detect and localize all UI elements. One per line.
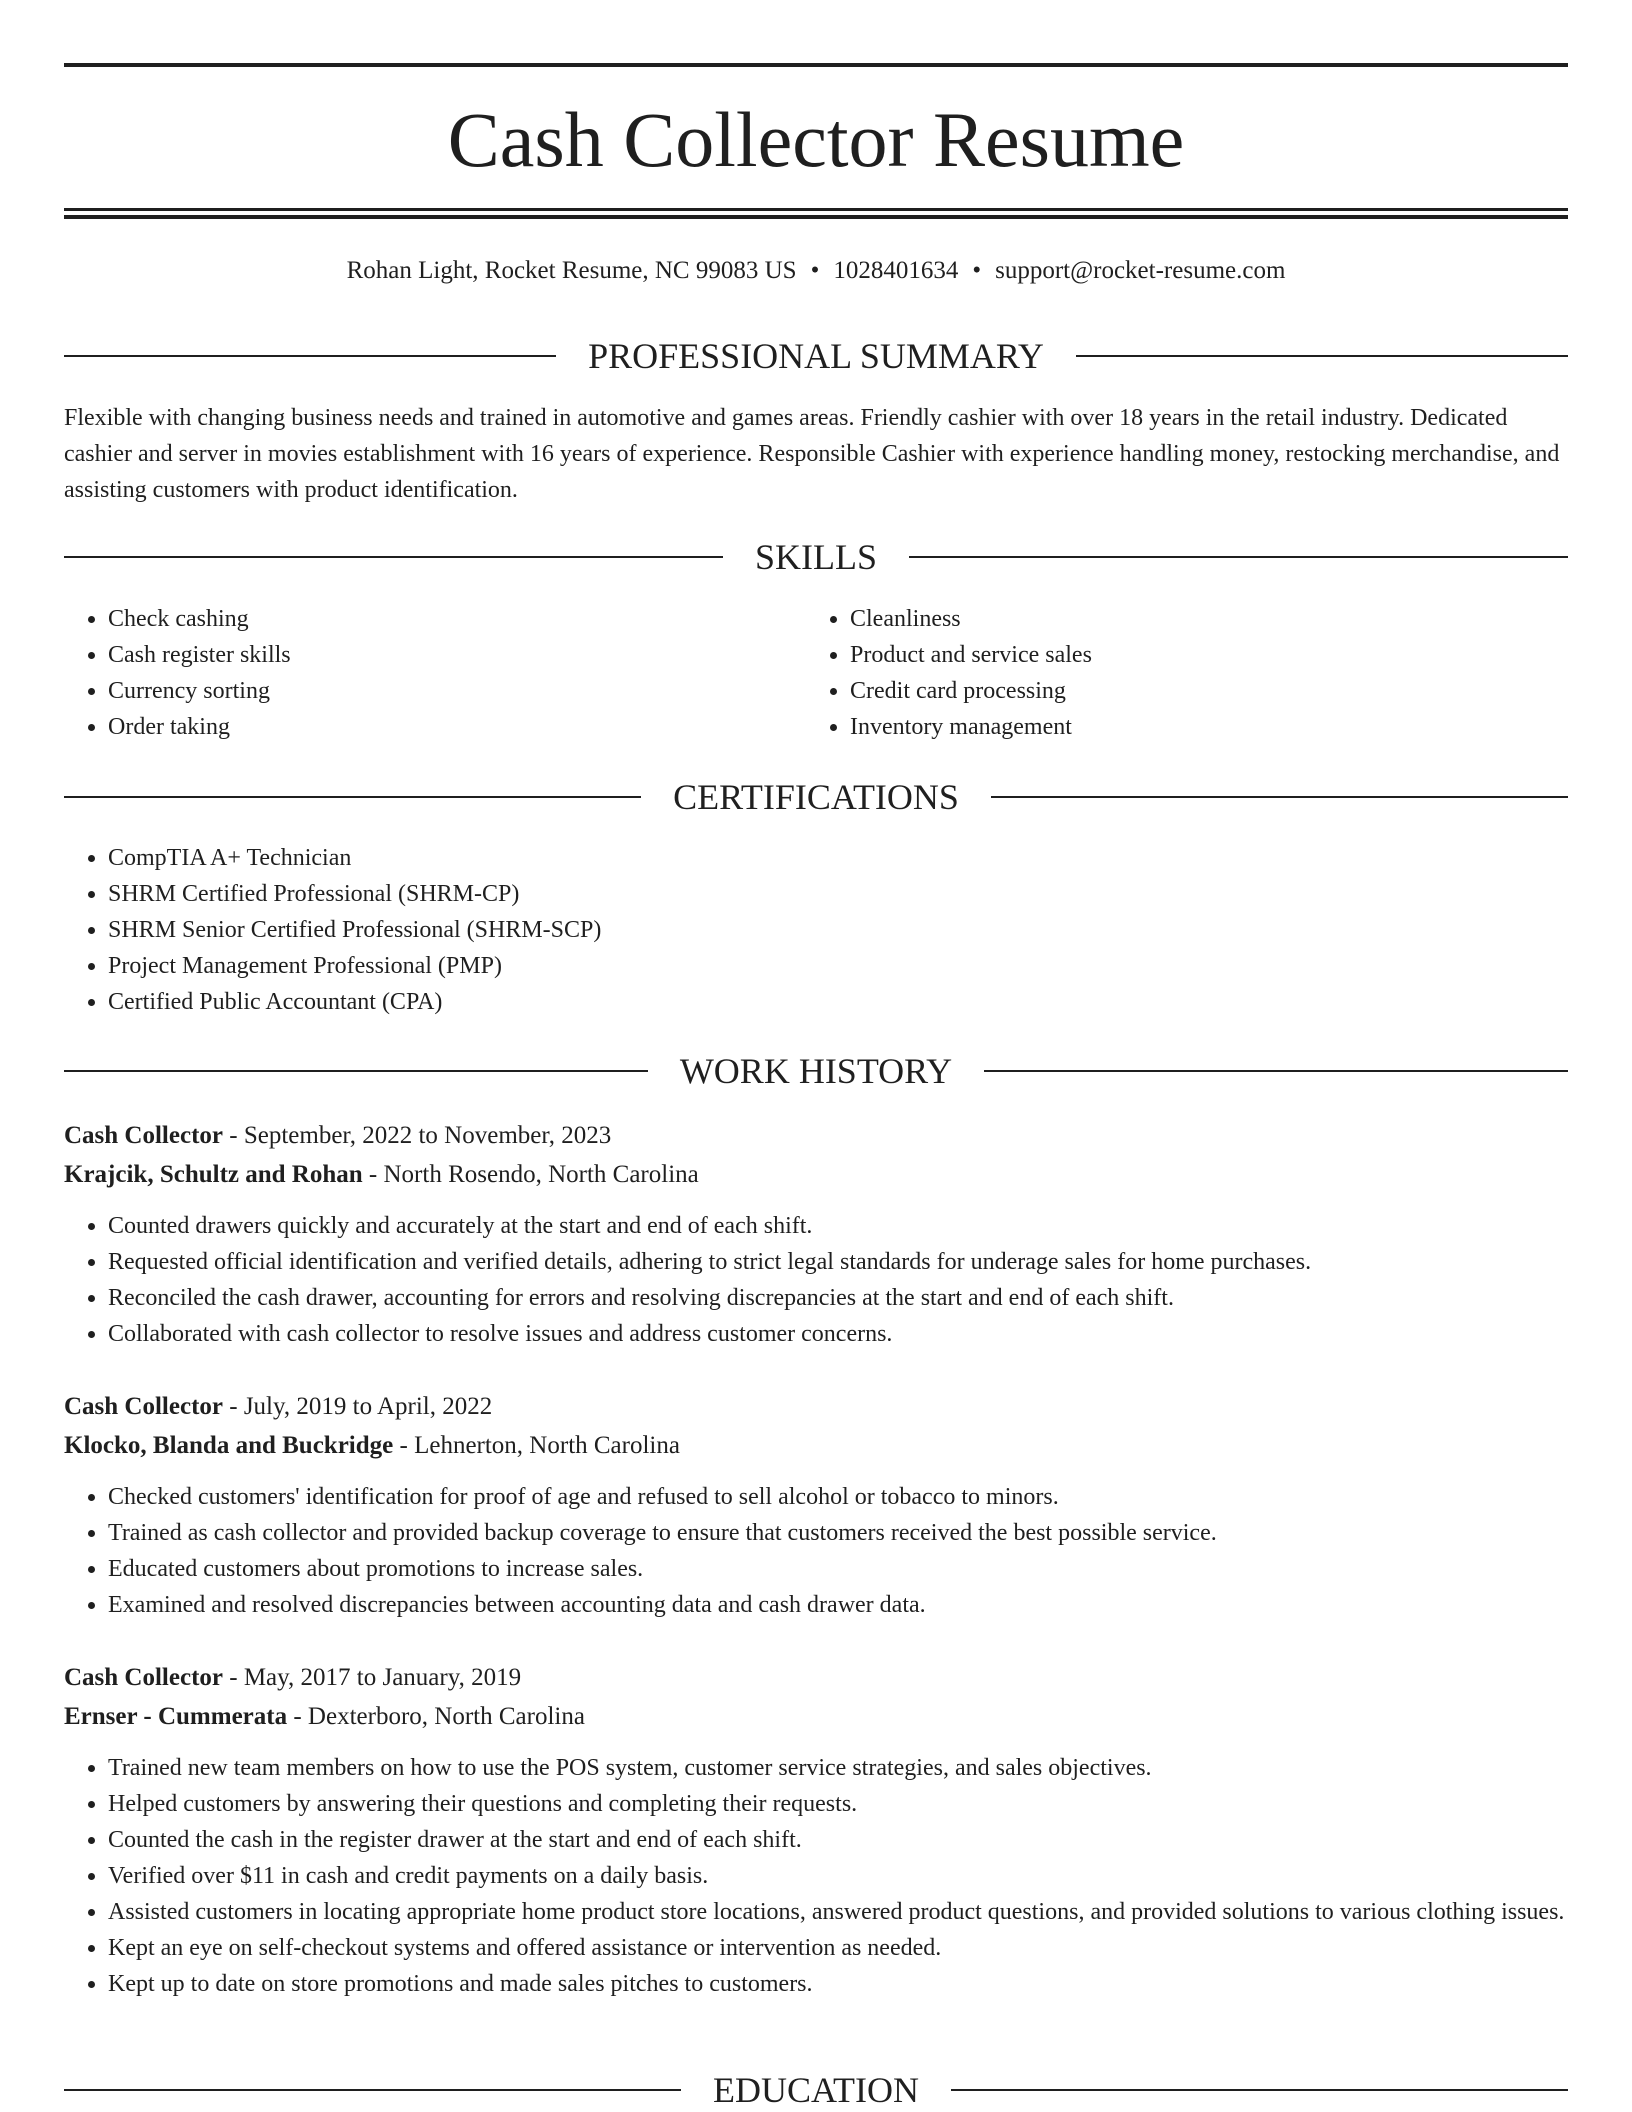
job-entry <box>64 1387 1568 1623</box>
contact-phone: 1028401634 <box>833 257 959 284</box>
skill-item: • Order taking <box>108 709 764 745</box>
job-duty-item: • Counted the cash in the register drawer at the start and end of each shift. <box>108 1822 1568 1858</box>
section-title: SKILLS <box>755 537 878 577</box>
job-company: Ernser - Cummerata <box>64 1703 288 1730</box>
contact-line <box>64 256 1568 286</box>
skill-item: • Product and service sales <box>850 637 1506 673</box>
job-company: Klocko, Blanda and Buckridge <box>64 1432 394 1459</box>
title-rule-lower <box>64 215 1568 219</box>
certification-item: • Project Management Professional (PMP) <box>108 948 1568 984</box>
job-duty-item: • Reconciled the cash drawer, accounting for errors and resolving discrepancies at the start and end of each shift. <box>108 1280 1568 1316</box>
job-duty-item: • Kept up to date on store promotions and made sales pitches to customers. <box>108 1966 1568 2002</box>
certification-item: • CompTIA A+ Technician <box>108 840 1568 876</box>
job-dates: - July, 2019 to April, 2022 <box>223 1393 493 1420</box>
contact-address: Rohan Light, Rocket Resume, NC 99083 US <box>346 257 797 284</box>
heading-rule-right <box>951 2089 1568 2091</box>
section-title: EDUCATION <box>713 2070 919 2110</box>
job-duties <box>64 1750 1568 2002</box>
top-rule <box>64 63 1568 67</box>
job-dates: - May, 2017 to January, 2019 <box>223 1664 522 1691</box>
heading-rule-left <box>64 556 723 558</box>
section-heading-certifications <box>64 775 1568 819</box>
job-location: - Dexterboro, North Carolina <box>287 1703 585 1730</box>
job-duty-item: • Assisted customers in locating appropriate home product store locations, answered product questions, and provided solutions to various clothing issues. <box>108 1894 1568 1930</box>
heading-rule-left <box>64 1070 648 1072</box>
certifications-list <box>64 840 1568 1020</box>
section-title: WORK HISTORY <box>679 1051 953 1091</box>
skill-item: • Currency sorting <box>108 673 764 709</box>
summary-text: Flexible with changing business needs and trained in automotive and games areas. Friendly cashier with over 18 years in the retail industry. Dedicated cashier and server in movies establishment with 16 years of experience. Responsible Cashier with experience handling money, restocking merchandise, and assisting customers with product identification. <box>64 405 1560 503</box>
skill-item: • Inventory management <box>850 709 1506 745</box>
skill-item: • Cash register skills <box>108 637 764 673</box>
job-entry <box>64 1116 1568 1352</box>
job-company-line <box>64 1697 1568 1736</box>
job-duties <box>64 1208 1568 1352</box>
resume-title: Cash Collector Resume <box>447 96 1185 183</box>
skill-item: • Check cashing <box>108 601 764 637</box>
skills-left-column <box>64 601 764 745</box>
skills-list-right <box>806 601 1506 745</box>
job-duty-item: • Trained new team members on how to use the POS system, customer service strategies, and sales objectives. <box>108 1750 1568 1786</box>
heading-rule-right <box>984 1070 1568 1072</box>
job-location: - Lehnerton, North Carolina <box>393 1432 680 1459</box>
certifications-block <box>64 840 1568 1020</box>
section-title: CERTIFICATIONS <box>673 777 959 817</box>
job-duty-item: • Requested official identification and verified details, adhering to strict legal standards for underage sales for home purchases. <box>108 1244 1568 1280</box>
job-title-line <box>64 1116 1568 1155</box>
job-duties <box>64 1479 1568 1623</box>
job-location: - North Rosendo, North Carolina <box>362 1161 699 1188</box>
heading-rule-left <box>64 2089 681 2091</box>
heading-rule-left <box>64 355 556 357</box>
job-duty-item: • Educated customers about promotions to increase sales. <box>108 1551 1568 1587</box>
job-title-line <box>64 1658 1568 1697</box>
certification-item: • SHRM Certified Professional (SHRM-CP) <box>108 876 1568 912</box>
heading-rule-left <box>64 796 641 798</box>
job-title-line <box>64 1387 1568 1426</box>
skill-item: • Credit card processing <box>850 673 1506 709</box>
contact-email: support@rocket-resume.com <box>995 257 1286 284</box>
section-heading-skills <box>64 535 1568 579</box>
job-role: Cash Collector <box>64 1664 223 1691</box>
job-duty-item: • Collaborated with cash collector to resolve issues and address customer concerns. <box>108 1316 1568 1352</box>
job-entry <box>64 1658 1568 2002</box>
certification-item: • SHRM Senior Certified Professional (SHRM-SCP) <box>108 912 1568 948</box>
certification-item: • Certified Public Accountant (CPA) <box>108 984 1568 1020</box>
job-duty-item: • Kept an eye on self-checkout systems and offered assistance or intervention as needed. <box>108 1930 1568 1966</box>
job-duty-item: • Verified over $11 in cash and credit payments on a daily basis. <box>108 1858 1568 1894</box>
skills-right-column <box>806 601 1506 745</box>
skills-list-left <box>64 601 764 745</box>
job-company-line <box>64 1426 1568 1465</box>
section-heading-education <box>64 2068 1568 2112</box>
job-duty-item: • Trained as cash collector and provided backup coverage to ensure that customers received the best possible service. <box>108 1515 1568 1551</box>
job-dates: - September, 2022 to November, 2023 <box>223 1122 612 1149</box>
skill-item: • Cleanliness <box>850 601 1506 637</box>
title-rule-upper <box>64 208 1568 211</box>
heading-rule-right <box>909 556 1568 558</box>
contact-separator: • <box>972 257 982 284</box>
job-duty-item: • Examined and resolved discrepancies between accounting data and cash drawer data. <box>108 1587 1568 1623</box>
section-heading-summary <box>64 334 1568 378</box>
section-title: PROFESSIONAL SUMMARY <box>588 336 1044 376</box>
job-duty-item: • Checked customers' identification for proof of age and refused to sell alcohol or tobacco to minors. <box>108 1479 1568 1515</box>
section-heading-work-history <box>64 1049 1568 1093</box>
job-company: Krajcik, Schultz and Rohan <box>64 1161 363 1188</box>
job-duty-item: • Counted drawers quickly and accurately at the start and end of each shift. <box>108 1208 1568 1244</box>
job-role: Cash Collector <box>64 1122 223 1149</box>
contact-separator: • <box>810 257 820 284</box>
heading-rule-right <box>1076 355 1568 357</box>
job-company-line <box>64 1155 1568 1194</box>
job-duty-item: • Helped customers by answering their questions and completing their requests. <box>108 1786 1568 1822</box>
job-role: Cash Collector <box>64 1393 223 1420</box>
heading-rule-right <box>991 796 1568 798</box>
